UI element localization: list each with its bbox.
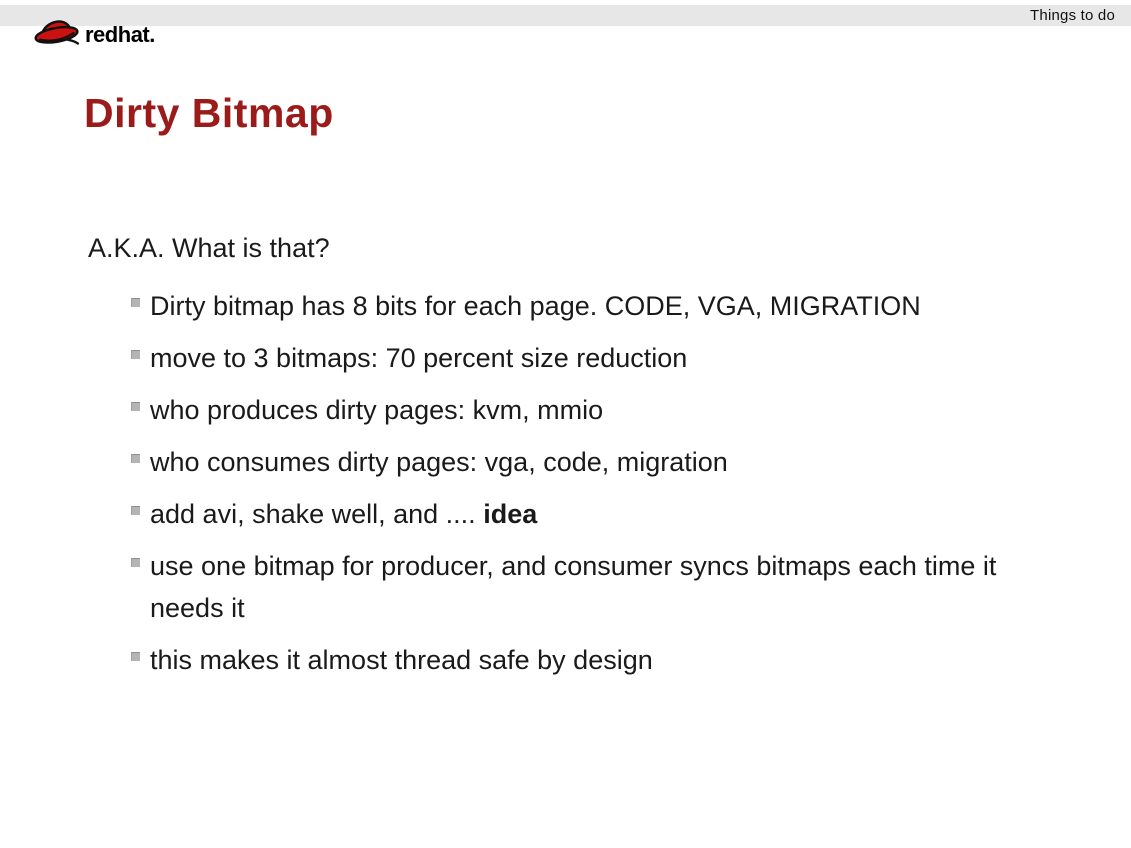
section-label: Things to do bbox=[1030, 7, 1115, 24]
bullet-text: move to 3 bitmaps: 70 percent size reduction bbox=[150, 343, 688, 373]
bullet-item bbox=[88, 493, 1006, 535]
bullet-text-bold: idea bbox=[483, 499, 538, 529]
redhat-fedora-icon bbox=[30, 10, 82, 50]
intro-line: A.K.A. What is that? bbox=[88, 233, 330, 263]
bullet-item bbox=[88, 285, 1006, 327]
square-bullet-icon bbox=[131, 652, 140, 661]
bullet-text: who produces dirty pages: kvm, mmio bbox=[150, 395, 604, 425]
square-bullet-icon bbox=[131, 558, 140, 567]
bullet-text: Dirty bitmap has 8 bits for each page. CODE, VGA, MIGRATION bbox=[150, 291, 921, 321]
bullet-item bbox=[88, 389, 1006, 431]
slide-title: Dirty Bitmap bbox=[84, 90, 334, 136]
bullet-item bbox=[88, 441, 1006, 483]
bullet-text: this makes it almost thread safe by design bbox=[150, 645, 653, 675]
logo-word-hat: hat. bbox=[117, 22, 155, 47]
bullet-list bbox=[88, 285, 1006, 681]
square-bullet-icon bbox=[131, 298, 140, 307]
logo-word-red: red bbox=[85, 22, 118, 47]
bullet-item bbox=[88, 337, 1006, 379]
bullet-item bbox=[88, 639, 1006, 681]
redhat-logo bbox=[30, 10, 155, 50]
slide-content bbox=[88, 230, 1006, 691]
top-band bbox=[0, 5, 1131, 26]
bullet-item bbox=[88, 545, 1006, 629]
square-bullet-icon bbox=[131, 402, 140, 411]
bullet-text: use one bitmap for producer, and consumer syncs bitmaps each time it needs it bbox=[150, 551, 997, 623]
square-bullet-icon bbox=[131, 350, 140, 359]
bullet-text: add avi, shake well, and .... bbox=[150, 499, 484, 529]
bullet-text: who consumes dirty pages: vga, code, migration bbox=[150, 447, 728, 477]
square-bullet-icon bbox=[131, 506, 140, 515]
square-bullet-icon bbox=[131, 454, 140, 463]
redhat-logo-text bbox=[85, 24, 155, 50]
